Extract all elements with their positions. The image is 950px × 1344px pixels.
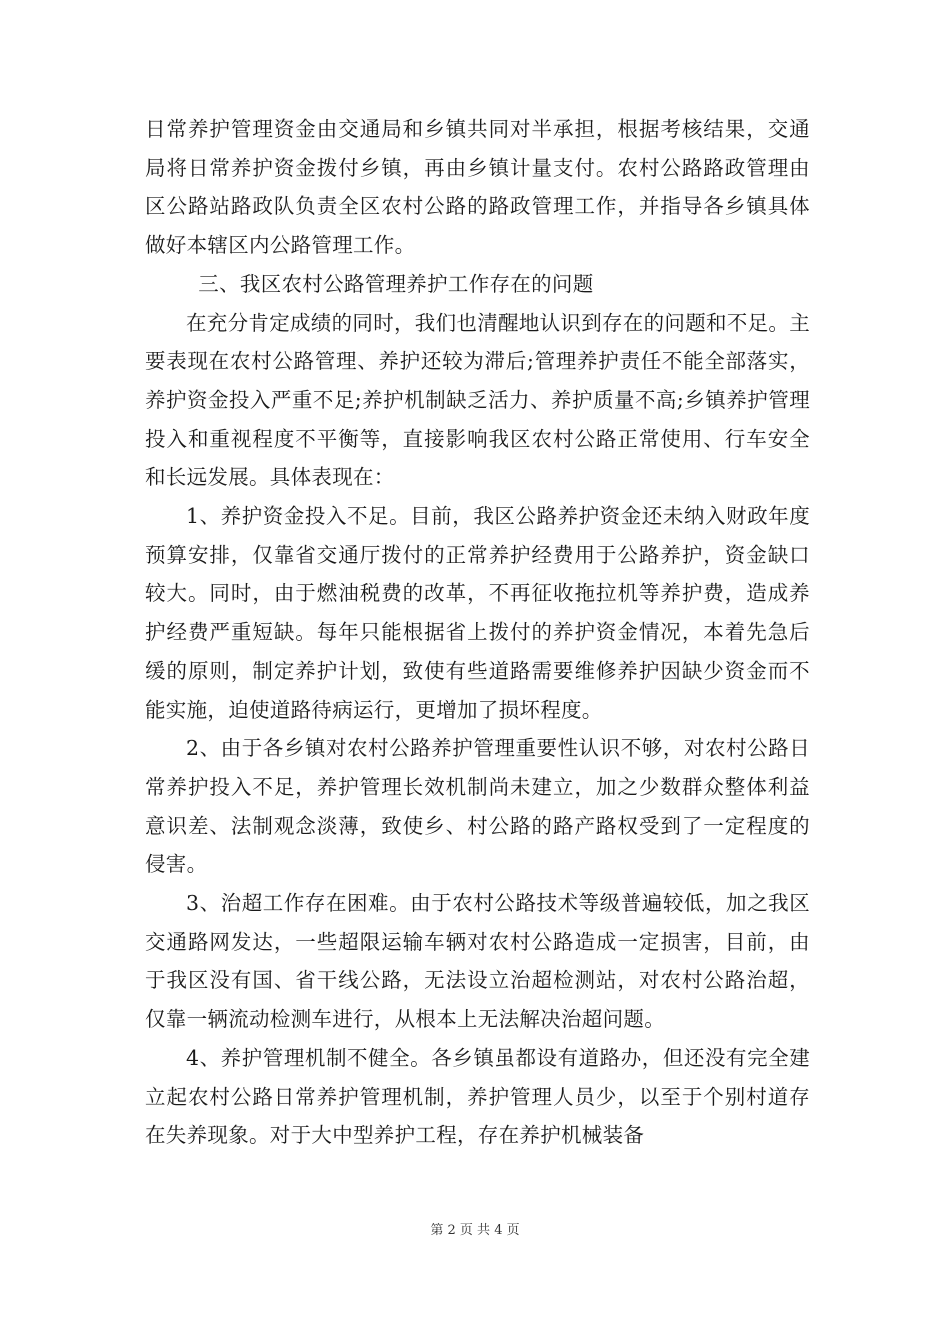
paragraph-item-4: 4、养护管理机制不健全。各乡镇虽都设有道路办，但还没有完全建立起农村公路日常养护管理机制，养护管理人员少，以至于个别村道存在失养现象。对于大中型养护工程，存在养护机械装备 (145, 1045, 810, 1148)
page-footer (0, 1219, 950, 1238)
document-body (145, 110, 810, 1155)
paragraph-continued: 日常养护管理资金由交通局和乡镇共同对半承担，根据考核结果，交通局将日常养护资金拨付乡镇，再由乡镇计量支付。农村公路路政管理由区公路站路政队负责全区农村公路的路政管理工作，并指导各乡镇具体做好本辖区内公路管理工作。 (145, 117, 810, 258)
section-heading-problems: 三、我区农村公路管理养护工作存在的问题 (198, 271, 594, 296)
paragraph-item-3: 3、治超工作存在困难。由于农村公路技术等级普遍较低，加之我区交通路网发达，一些超限运输车辆对农村公路造成一定损害，目前，由于我区没有国、省干线公路，无法设立治超检测站，对农村公路治超，仅靠一辆流动检测车进行，从根本上无法解决治超问题。 (145, 891, 810, 1032)
paragraph-overview: 在充分肯定成绩的同时，我们也清醒地认识到存在的问题和不足。主要表现在农村公路管理、养护还较为滞后;管理养护责任不能全部落实，养护资金投入严重不足;养护机制缺乏活力、养护质量不高;乡镇养护管理投入和重视程度不平衡等，直接影响我区农村公路正常使用、行车安全和长远发展。具体表现在： (145, 310, 810, 490)
page-number: 第 2 页 共 4 页 (430, 1223, 520, 1238)
paragraph-item-2: 2、由于各乡镇对农村公路养护管理重要性认识不够，对农村公路日常养护投入不足，养护管理长效机制尚未建立，加之少数群众整体利益意识差、法制观念淡薄，致使乡、村公路的路产路权受到了一定程度的侵害。 (145, 736, 810, 877)
paragraph-item-1: 1、养护资金投入不足。目前，我区公路养护资金还未纳入财政年度预算安排，仅靠省交通厅拨付的正常养护经费用于公路养护，资金缺口较大。同时，由于燃油税费的改革，不再征收拖拉机等养护费，造成养护经费严重短缺。每年只能根据省上拨付的养护资金情况，本着先急后缓的原则，制定养护计划，致使有些道路需要维修养护因缺少资金而不能实施，迫使道路待病运行，更增加了损坏程度。 (145, 504, 810, 722)
